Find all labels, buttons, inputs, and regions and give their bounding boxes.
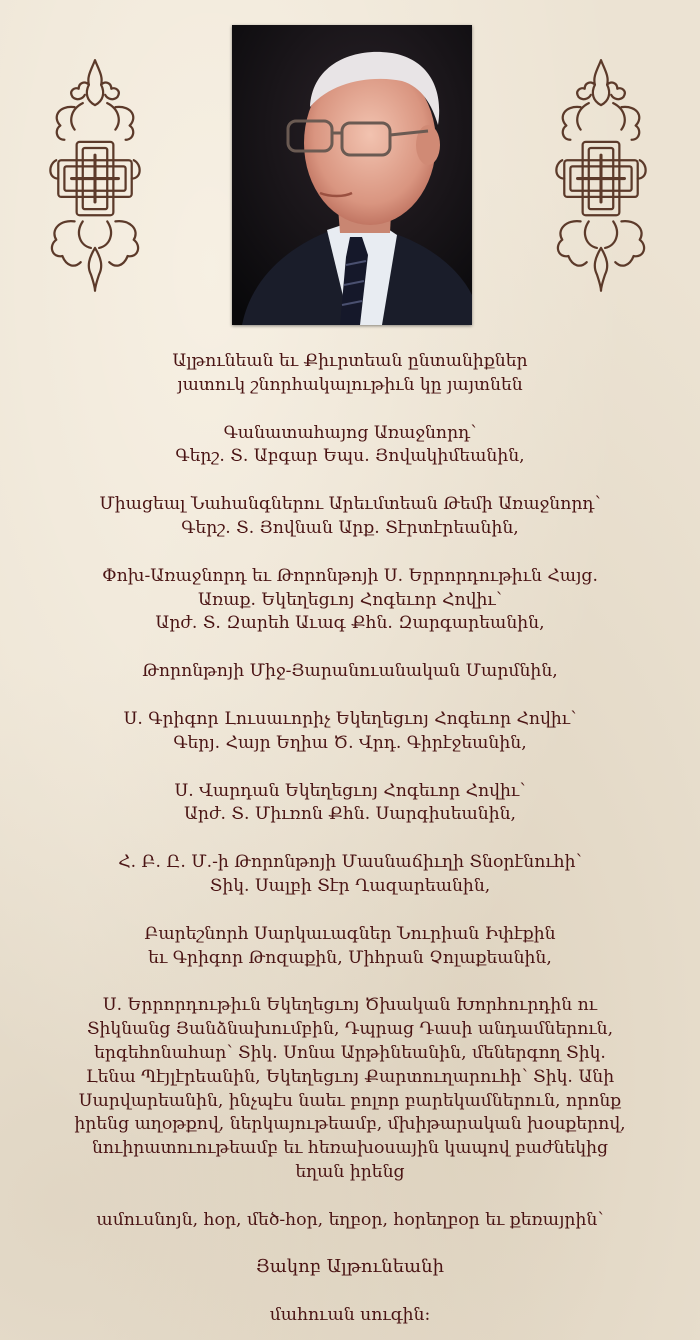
paragraph — [20, 994, 680, 1184]
text-line: Լենա Պէյլէրեանին, Եկեղեցւոյ Քարտուղարուհի՝ Տիկ. Անի — [85, 1066, 615, 1087]
text-line: Գանատահայոց Առաջնորդ՝ — [223, 422, 477, 443]
paragraph — [20, 493, 680, 541]
paragraph — [20, 708, 680, 756]
text-line: նուիրատուութեամբ եւ հեռախօսային կապով բաժնեկից — [91, 1138, 609, 1159]
portrait-photo — [232, 25, 472, 325]
text-line: Տիկ. Սալբի Տէր Ղազարեանին, — [209, 875, 491, 896]
closing-relations: ամուսնոյն, հօր, մեծ-հօր, եղբօր, հօրեղբօր եւ քեռայրին՝ — [96, 1209, 604, 1230]
text-line: Թորոնթոյի Միջ-Յարանուանական Մարմնին, — [142, 661, 558, 682]
text-line: Փոխ-Առաջնորդ եւ Թորոնթոյի Ս. Երրորդութիւն Հայց. — [102, 565, 598, 586]
text-line: Արժ. Տ. Զարեհ Աւագ Քհն. Զարգարեանին, — [155, 613, 545, 634]
text-line: եւ Գրիգոր Թոզաքին, Միհրան Չոլաքեանին, — [148, 947, 552, 968]
text-line: Սարվարեանին, ինչպէս նաեւ բոլոր բարեկամներուն, որոնք — [78, 1090, 622, 1111]
text-line: Տիկնանց Յանձնախումբին, Դպրաց Դասի անդամներուն, — [86, 1019, 614, 1040]
portrait-image — [232, 25, 472, 325]
paragraph — [20, 565, 680, 636]
deceased-name: Յակոբ Ալթունեանի — [255, 1255, 444, 1277]
text-line: Միացեալ Նահանգներու Արեւմտեան Թեմի Առաջնորդ՝ — [99, 494, 601, 515]
paragraph — [20, 780, 680, 828]
armenian-cross-ornament-icon — [550, 58, 652, 293]
text-line: եղան իրենց — [295, 1161, 405, 1182]
armenian-cross-ornament-icon — [44, 58, 146, 293]
paragraph — [20, 422, 680, 470]
paragraph — [20, 851, 680, 899]
text-line: Արժ. Տ. Միւռոն Քհն. Սարգիսեանին, — [183, 804, 517, 825]
text-line: Ս. Երրորդութիւն Եկեղեցւոյ Ծխական Խորհուրդին ու — [102, 995, 598, 1016]
text-line: Գերշ. Տ. Աբգար Եպս. Յովակիմեանին, — [175, 446, 525, 467]
text-line: Գերյ. Հայր Եղիա Ծ. Վրդ. Գիրէջեանին, — [173, 732, 527, 753]
text-line: Հ. Բ. Ը. Մ.-ի Թորոնթոյի Մասնաճիւղի Տնօրէնուհի՝ — [118, 852, 582, 873]
text-line: Գերշ. Տ. Յովնան Արք. Տէրտէրեանին, — [181, 517, 519, 538]
text-line: Բարեշնորհ Սարկաւագներ Նուրիան Իփէքին — [144, 923, 556, 944]
paragraph — [20, 923, 680, 971]
text-line: Ս. Վարդան Եկեղեցւոյ Հոգեւոր Հովիւ՝ — [174, 780, 526, 801]
text-line: իրենց աղօթքով, ներկայութեամբ, մխիթարական խօսքերով, — [74, 1114, 626, 1135]
text-line: երգեհոնահար՝ Տիկ. Սոնա Արթինեանին, մեներգող Տիկ. — [94, 1042, 606, 1063]
text-line: Ս. Գրիգոր Լուսաւորիչ Եկեղեցւոյ Հոգեւոր Հովիւ՝ — [123, 708, 577, 729]
text-line: յատուկ շնորհակալութիւն կը յայտնեն — [177, 374, 523, 395]
text-line: Առաք. Եկեղեցւոյ Հոգեւոր Հովիւ՝ — [198, 589, 502, 610]
paragraph — [20, 660, 680, 684]
text-line: Ալթունեան եւ Քիւրտեան ընտանիքներ — [172, 351, 528, 371]
acknowledgement-text — [20, 350, 680, 1328]
paragraph — [20, 350, 680, 398]
closing-end: մահուան սուգին: — [269, 1305, 431, 1326]
